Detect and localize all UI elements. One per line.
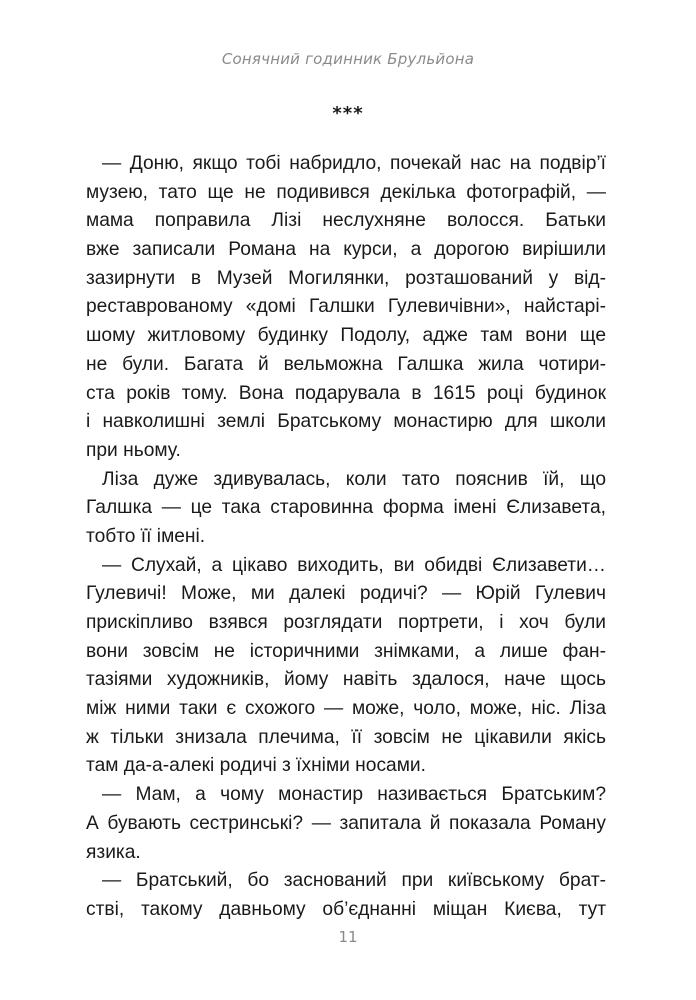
text-line: там да-а-алекі родичі з їхніми носами. — [86, 755, 426, 777]
text-line: Гулевичі! Може, ми далекі родичі? — Юрій Гулевич — [86, 583, 606, 605]
text-line: мама поправила Лізі неслухняне волосся. Батьки — [86, 210, 606, 232]
text-line: тазіями художників, йому навіть здалося, наче щось — [86, 669, 606, 691]
text-line: прискіпливо взявся розглядати портрети, і хоч були — [86, 612, 606, 633]
body-text — [86, 150, 606, 925]
text-line: при ньому. — [86, 439, 181, 461]
text-line: ж тільки знизала плечима, її зовсім не цікавили якісь — [86, 726, 606, 748]
section-separator: *** — [332, 103, 364, 124]
text-line: шому житловому будинку Подолу, адже там вони ще — [86, 325, 606, 347]
text-line: стві, такому давньому об’єднанні міщан Києва, тут — [86, 898, 606, 920]
text-line: А бувають сестринські? — запитала й показала Роману — [86, 812, 606, 834]
text-line: — Доню, якщо тобі набридло, почекай нас на подвір’ї — [102, 153, 606, 174]
text-line: не були. Багата й вельможна Галшка жила чотири- — [86, 353, 606, 375]
text-line: зазирнути в Музей Могилянки, розташований у від- — [86, 267, 606, 289]
page-number: 11 — [338, 928, 358, 946]
text-line: вони зовсім не історичними знімками, а лише фан- — [86, 640, 606, 662]
text-line: язика. — [86, 841, 141, 863]
text-line: Ліза дуже здивувалась, коли тато пояснив їй, що — [102, 468, 606, 490]
text-line: вже записали Романа на курси, а дорогою вирішили — [86, 239, 606, 261]
text-line: тобто її імені. — [86, 525, 206, 547]
text-line: між ними таки є схожого — може, чоло, може, ніс. Ліза — [86, 698, 606, 720]
running-header: Сонячний годинник Брульйона — [221, 50, 475, 68]
text-line: — Слухай, а цікаво виходить, ви обидві Єлизавети… — [102, 554, 606, 576]
text-line: реставрованому «домі Галшки Гулевичівни», найстарі- — [86, 296, 606, 318]
text-line: — Мам, а чому монастир називається Братським? — [102, 784, 606, 806]
text-line: Галшка — це така старовинна форма імені Єлизавета, — [86, 497, 606, 519]
text-line: музею, тато ще не подивився декілька фотографій, — — [86, 181, 606, 203]
text-line: ста років тому. Вона подарувала в 1615 році будинок — [86, 382, 606, 404]
text-line: і навколишні землі Братському монастирю для школи — [86, 411, 606, 433]
text-line: — Братський, бо заснований при київському брат- — [102, 870, 606, 892]
